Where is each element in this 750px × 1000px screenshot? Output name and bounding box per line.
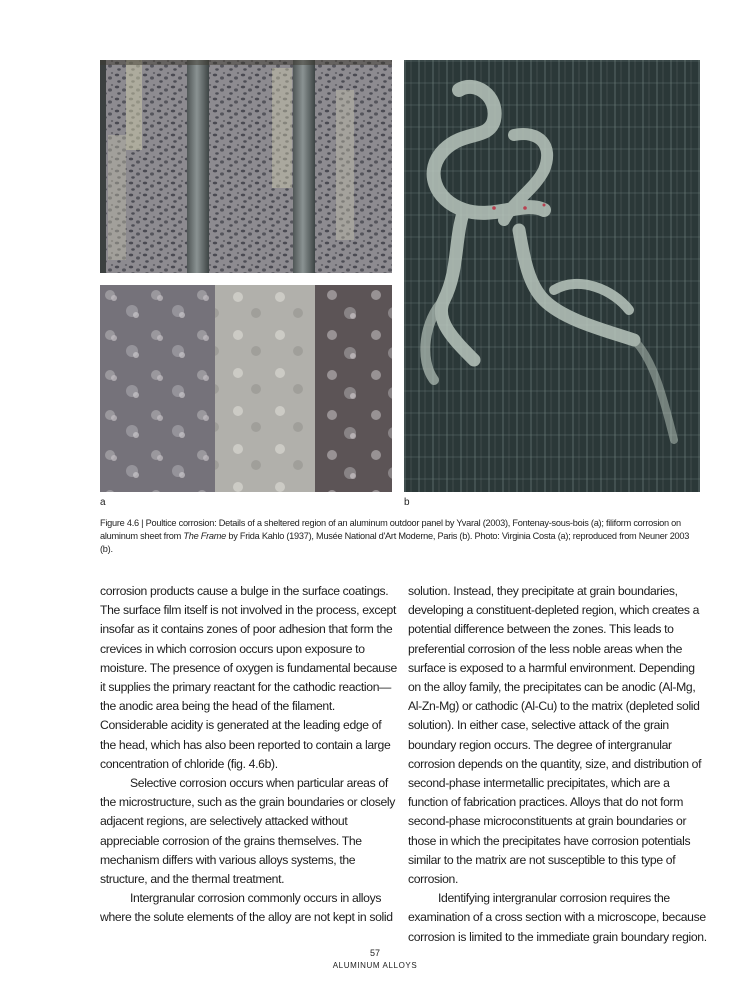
panel-label-a: a <box>100 497 106 508</box>
filiform-corrosion-photo <box>404 60 700 492</box>
paragraph: solution. Instead, they precipitate at grain boundaries, developing a constituent-depleted region, which creates a potential difference between the zones. This leads to preferential corrosion of the less noble areas when the surface is exposed to a harmful environment. Depending on the alloy family, the precipitates can be anodic (Al-Mg, Al-Zn-Mg) or cathodic (Al-Cu) to the matrix (depleted solid solution). In either case, selective attack of the grain boundary region occurs. The degree of intergranular corrosion depends on the quantity, size, and distribution of second-phase intermetallic precipitates, which are a function of fabrication practices. Alloys that do not form second-phase microconstituents at grain boundaries or those in which the precipitates have corrosion potentials similar to the matrix are not susceptible to this type of corrosion. <box>408 584 702 887</box>
body-column-right <box>408 582 708 947</box>
paragraph: corrosion products cause a bulge in the surface coatings. The surface film itself is not involved in the process, except insofar as it contains zones of poor adhesion that form the crevices in which corrosion occurs upon exposure to moisture. The presence of oxygen is fundamental because it supplies the primary reactant for the cathodic reaction—the anodic area being the head of the filament. Considerable acidity is generated at the leading edge of the head, which has also been reported to contain a large concentration of chloride (fig. 4.6b). <box>100 584 397 771</box>
figure-image-a-top <box>100 60 392 273</box>
caption-text-suffix: by Frida Kahlo (1937), Musée National d'Art Moderne, Paris (b). Photo: Virginia Costa (a); reproduced from Neuner 2003 (b). <box>100 531 690 554</box>
paragraph: Identifying intergranular corrosion requires the examination of a cross section with a microscope, because corrosion is limited to the immediate grain boundary region. <box>408 891 707 944</box>
running-title: ALUMINUM ALLOYS <box>332 961 418 970</box>
figure-image-a-bottom <box>100 285 392 492</box>
weathered-panel-photo <box>100 60 392 273</box>
figure-image-b <box>404 60 700 492</box>
caption-text-prefix: Figure 4.6 | Poultice corrosion: Details of a sheltered region of an aluminum outdoor panel by Yvaral (2003), Fontenay-sous-bois (a); filiform corrosion on aluminum sheet from <box>100 518 681 541</box>
body-column-left <box>100 582 400 928</box>
paragraph: Intergranular corrosion commonly occurs in alloys where the solute elements of the alloy are not kept in solid <box>100 891 393 925</box>
page-number: 57 <box>369 948 380 958</box>
paragraph: Selective corrosion occurs when particular areas of the microstructure, such as the grain boundaries or closely adjacent regions, are selectively attacked without appreciable corrosion of the grains themselves. The mechanism differs with various alloys systems, the structure, and the thermal treatment. <box>100 776 396 887</box>
caption-artwork-title: The Frame <box>183 531 227 541</box>
figure-caption <box>100 517 700 556</box>
panel-label-b: b <box>404 497 410 508</box>
poultice-corrosion-photo <box>100 285 392 492</box>
